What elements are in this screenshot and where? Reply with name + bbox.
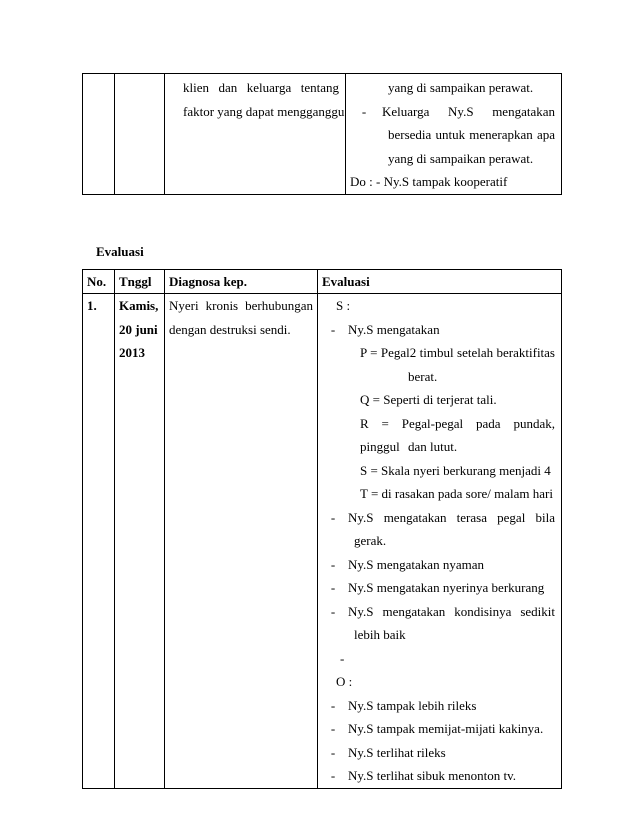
list-item bbox=[318, 600, 561, 624]
row-date-cell bbox=[115, 294, 165, 789]
row-diagnosis-line: Nyeri kronis berhubungan bbox=[169, 298, 313, 313]
dash-marker: - bbox=[330, 603, 336, 619]
pqrst-cont: dan lutut. bbox=[408, 439, 458, 454]
row-date-line: 20 juni bbox=[119, 321, 158, 337]
list-item bbox=[318, 717, 561, 741]
list-item bbox=[318, 553, 561, 577]
list-item-text: Ny.S mengatakan bbox=[348, 321, 440, 337]
row-date-line: Kamis, bbox=[119, 298, 159, 313]
cont-eval-bullet-text: Keluarga Ny.S mengatakan bbox=[382, 103, 555, 119]
dash-marker: - bbox=[330, 321, 336, 337]
list-item bbox=[318, 694, 561, 718]
cont-eval-do-line: Do : - Ny.S tampak kooperatif bbox=[350, 174, 508, 189]
list-item-text: Ny.S mengatakan terasa pegal bila bbox=[348, 509, 555, 525]
evaluation-table bbox=[82, 269, 562, 789]
list-item bbox=[318, 506, 561, 530]
row-no-cell bbox=[83, 294, 115, 789]
row-diagnosis-cell bbox=[165, 294, 318, 789]
cont-col-date bbox=[115, 74, 165, 195]
list-item bbox=[318, 764, 561, 788]
cont-col-evaluation bbox=[346, 74, 562, 195]
table-header-row bbox=[83, 270, 562, 294]
list-item-cont: gerak. bbox=[354, 533, 387, 548]
list-item-text: Ny.S terlihat sibuk menonton tv. bbox=[348, 768, 517, 783]
header-no: No. bbox=[83, 270, 115, 294]
list-item-cont: lebih baik bbox=[354, 627, 406, 642]
cont-diagnosis-line: klien dan keluarga tentang bbox=[183, 80, 339, 95]
header-diagnosis: Diagnosa kep. bbox=[165, 270, 318, 294]
section-title: Evaluasi bbox=[96, 244, 144, 259]
table-row bbox=[83, 294, 562, 789]
pqrst-line: Q = Seperti di terjerat tali. bbox=[360, 392, 497, 407]
dash-marker: - bbox=[330, 556, 336, 572]
list-item-text: Ny.S mengatakan kondisinya sedikit bbox=[348, 603, 555, 619]
cont-col-no bbox=[83, 74, 115, 195]
pqrst-cont: berat. bbox=[408, 368, 438, 384]
list-item-text: Ny.S terlihat rileks bbox=[348, 744, 446, 760]
pqrst-line: S = Skala nyeri berkurang menjadi 4 bbox=[360, 462, 551, 478]
cont-diagnosis-line: faktor yang dapat mengganggu bbox=[183, 103, 345, 119]
list-item-text: Ny.S tampak memijat-mijati kakinya. bbox=[348, 721, 544, 736]
dash-marker: - bbox=[330, 744, 336, 760]
row-date-line: 2013 bbox=[119, 345, 145, 360]
subjective-label: S : bbox=[336, 298, 351, 313]
pqrst-line: P = Pegal2 timbul setelah beraktifitas bbox=[360, 345, 555, 360]
list-item-text: Ny.S mengatakan nyerinya berkurang bbox=[348, 580, 545, 595]
dash-marker: - bbox=[330, 509, 336, 525]
header-date: Tnggl bbox=[115, 270, 165, 294]
cont-eval-line: bersedia untuk menerapkan apa bbox=[388, 127, 555, 142]
dash-marker: - bbox=[330, 697, 336, 713]
row-diagnosis-line: dengan destruksi sendi. bbox=[169, 321, 291, 337]
cont-eval-line: yang di sampaikan perawat. bbox=[388, 80, 534, 95]
cont-col-diagnosis bbox=[165, 74, 346, 195]
objective-label: O : bbox=[336, 674, 353, 689]
continuation-table bbox=[82, 73, 562, 195]
pqrst-line: T = di rasakan pada sore/ malam hari bbox=[360, 486, 553, 501]
cont-eval-line: yang di sampaikan perawat. bbox=[388, 150, 534, 166]
cont-eval-bullet bbox=[346, 100, 561, 124]
list-item bbox=[318, 741, 561, 765]
pqrst-line: R = Pegal-pegal pada pundak, pinggul bbox=[360, 415, 555, 454]
dash-marker: - bbox=[330, 768, 336, 783]
list-item-text: Ny.S tampak lebih rileks bbox=[348, 697, 477, 713]
list-item bbox=[318, 576, 561, 600]
list-item bbox=[318, 318, 561, 342]
row-no: 1. bbox=[87, 298, 97, 313]
dash-marker: - bbox=[330, 721, 336, 736]
header-evaluation: Evaluasi bbox=[318, 270, 562, 294]
row-evaluation-cell bbox=[318, 294, 562, 789]
lone-dash: - bbox=[340, 650, 345, 666]
dash-marker: - bbox=[361, 103, 367, 119]
dash-marker: - bbox=[330, 580, 336, 595]
list-item-text: Ny.S mengatakan nyaman bbox=[348, 556, 484, 572]
